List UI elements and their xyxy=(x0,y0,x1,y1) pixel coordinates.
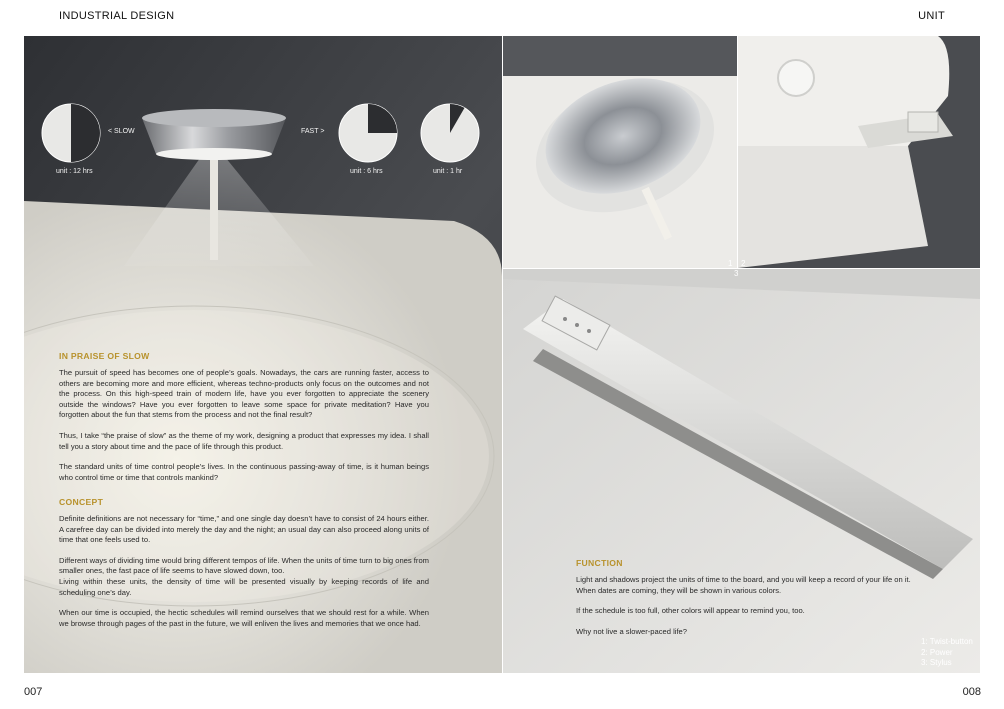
photo-power-button xyxy=(738,36,980,268)
praise-title: IN PRAISE OF SLOW xyxy=(59,351,150,361)
image-number-3: 3 xyxy=(734,269,739,278)
function-paragraph: When dates are coming, they will be shown in various colors. xyxy=(576,585,782,595)
pie-6hrs-caption: unit : 6 hrs xyxy=(350,168,383,175)
function-title: FUNCTION xyxy=(576,558,623,568)
pie-6hrs-chart xyxy=(337,102,399,164)
function-paragraph: Light and shadows project the units of time to the board, and you will keep a record of your life on it. xyxy=(576,575,911,584)
photo-stylus xyxy=(503,269,980,673)
power-button-image xyxy=(738,36,980,268)
pie-1hr-chart xyxy=(419,102,481,164)
praise-paragraph: Thus, I take “the praise of slow” as the theme of my work, designing a product that expresses my idea. I shall tell you a story about time and the pace of life through this product. xyxy=(59,430,429,451)
image-number-1: 1 xyxy=(728,259,733,268)
image-number-2: 2 xyxy=(741,259,746,268)
fast-label: FAST > xyxy=(301,128,325,135)
pie-12hrs-chart xyxy=(40,102,102,164)
pie-12hrs-caption: unit : 12 hrs xyxy=(56,168,93,175)
concept-paragraph: Different ways of dividing time would bring different tempos of life. When the units of time turn to big ones from smaller ones, the fast pace of life seems to have slowed down, too. xyxy=(59,555,429,576)
praise-paragraph: The pursuit of speed has becomes one of people’s goals. Nowadays, the cars are running faster, access to others are becoming more and more efficient, whereas techno-products only focus on the outcomes and not the process. On this high-speed train of modern life, have you ever forgotten to appreciate the scenery outside the windows? Have you ever forgotten to leave some space for private meditation? Have you forgotten about the fun that stems from the process and not the final result? xyxy=(59,368,429,420)
concept-paragraph: Living within these units, the density of time will be presented visually by keeping records of life and scheduling one’s day. xyxy=(59,576,429,597)
concept-body xyxy=(59,514,429,639)
photo-legend xyxy=(921,637,973,669)
twist-button-image xyxy=(503,36,737,268)
concept-paragraph: When our time is occupied, the hectic schedules will remind ourselves that we should rest for a while. When we browse through pages of the past in the future, we will enliven the lives and memories that we once had. xyxy=(59,608,429,628)
legend-item: 3: Stylus xyxy=(921,658,952,667)
slow-label: < SLOW xyxy=(108,128,135,135)
pie-6hrs-slice xyxy=(368,104,397,133)
left-page-photo xyxy=(24,36,502,673)
magazine-section-header: INDUSTRIAL DESIGN xyxy=(59,10,175,22)
legend-item: 1: Twist-button xyxy=(921,637,973,646)
page-number-right: 008 xyxy=(962,686,981,698)
page-number-left: 007 xyxy=(24,686,43,698)
concept-paragraph: Definite definitions are not necessary for “time,” and one single day doesn’t have to consist of 24 hours either. A carefree day can be divided into merely the day and the night; an usual day can also proceed along units of time that one feels used to. xyxy=(59,514,429,545)
praise-paragraph: The standard units of time control people’s lives. In the continuous passing-away of time, is it human beings who control time or time that controls mankind? xyxy=(59,462,429,482)
legend-item: 2: Power xyxy=(921,647,953,657)
concept-title: CONCEPT xyxy=(59,497,104,507)
function-paragraph: Why not live a slower-paced life? xyxy=(576,626,688,636)
pie-12hrs-slice xyxy=(71,104,100,162)
article-header: UNIT xyxy=(918,10,945,22)
pie-1hr-caption: unit : 1 hr xyxy=(433,168,463,175)
function-body xyxy=(576,575,976,647)
function-paragraph: If the schedule is too full, other colors will appear to remind you, too. xyxy=(576,606,805,616)
photo-twist-button xyxy=(503,36,737,268)
praise-body xyxy=(59,368,429,493)
